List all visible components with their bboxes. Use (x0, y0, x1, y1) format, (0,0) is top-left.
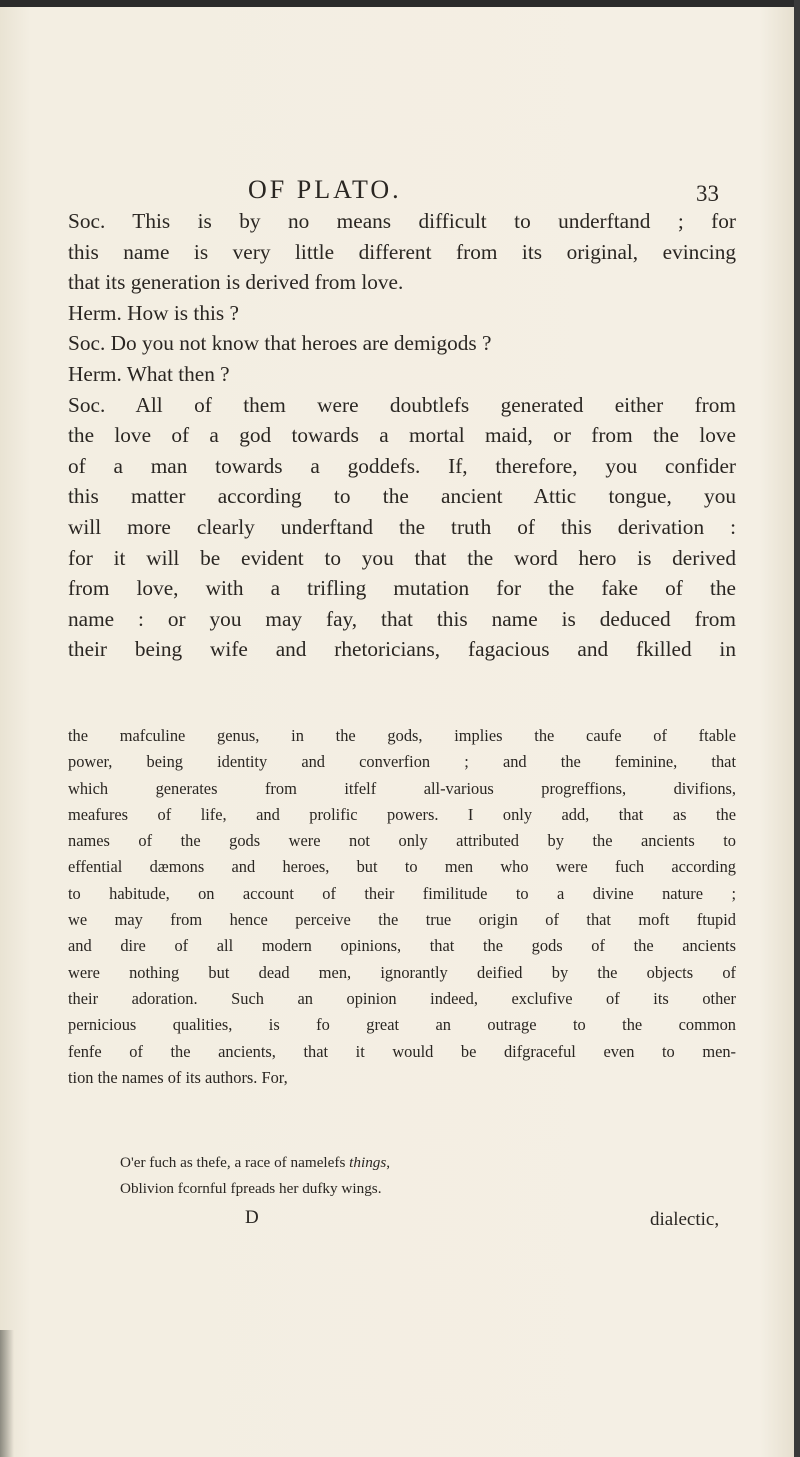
verse-line (120, 1150, 640, 1176)
main-line: Soc. Do you not know that heroes are demigods ? (68, 331, 492, 356)
note-line: power, being identity and converfion ; and the feminine, that (68, 752, 736, 772)
verse-text: , (386, 1154, 391, 1171)
scan-left-shadow (0, 1330, 14, 1457)
note-line: we may from hence perceive the true origin of that moft ftupid (68, 910, 736, 930)
main-line: of a man towards a goddefs. If, therefore, you confider (68, 453, 736, 478)
main-line: their being wife and rhetoricians, fagacious and fkilled in (68, 637, 736, 662)
note-line: effential dæmons and heroes, but to men who were fuch according (68, 857, 736, 877)
note-line: tion the names of its authors. For, (68, 1067, 288, 1087)
main-line: name : or you may fay, that this name is deduced from (68, 606, 736, 631)
main-line: from love, with a trifling mutation for the fake of the (68, 576, 736, 601)
note-line: and dire of all modern opinions, that the gods of the ancients (68, 936, 736, 956)
main-line: this name is very little different from its original, evincing (68, 239, 736, 264)
verse-quotation (120, 1150, 640, 1202)
note-line: meafures of life, and prolific powers. I only add, that as the (68, 804, 736, 824)
main-line: Herm. What then ? (68, 361, 230, 386)
note-line: were nothing but dead men, ignorantly deified by the objects of (68, 962, 736, 982)
verse-text: O'er fuch as thefe, a race of namelefs (120, 1154, 350, 1171)
note-line: to habitude, on account of their fimilitude to a divine nature ; (68, 883, 736, 903)
scan-right-edge (794, 0, 800, 1457)
catchword: dialectic, (650, 1209, 720, 1230)
page-number: 33 (696, 181, 719, 206)
main-line: the love of a god towards a mortal maid, or from the love (68, 423, 736, 448)
main-line: for it will be evident to you that the word hero is derived (68, 545, 736, 570)
verse-italic: things (349, 1154, 387, 1171)
main-line: Soc. This is by no means difficult to underftand ; for (68, 209, 736, 233)
main-line: will more clearly underftand the truth of this derivation : (68, 514, 736, 539)
main-line: that its generation is derived from love. (68, 270, 404, 295)
main-text (68, 206, 736, 665)
note-line: names of the gods were not only attributed by the ancients to (68, 831, 736, 851)
note-line: the mafculine genus, in the gods, implies the caufe of ftable (68, 726, 736, 745)
footnote-text (68, 723, 736, 1091)
note-line: fenfe of the ancients, that it would be difgraceful even to men- (68, 1041, 736, 1061)
note-line: which generates from itfelf all-various progreffions, divifions, (68, 778, 736, 798)
main-line: Soc. All of them were doubtlefs generated either from (68, 392, 736, 417)
main-line: Herm. How is this ? (68, 300, 239, 325)
verse-line: Oblivion fcornful fpreads her dufky wings. (120, 1180, 382, 1197)
scan-top-edge (0, 0, 800, 7)
signature-mark: D (245, 1207, 259, 1228)
running-head: OF PLATO. (248, 175, 402, 204)
main-line: this matter according to the ancient Attic tongue, you (68, 484, 736, 509)
note-line: pernicious qualities, is fo great an outrage to the common (68, 1015, 736, 1035)
note-line: their adoration. Such an opinion indeed, exclufive of its other (68, 988, 736, 1008)
